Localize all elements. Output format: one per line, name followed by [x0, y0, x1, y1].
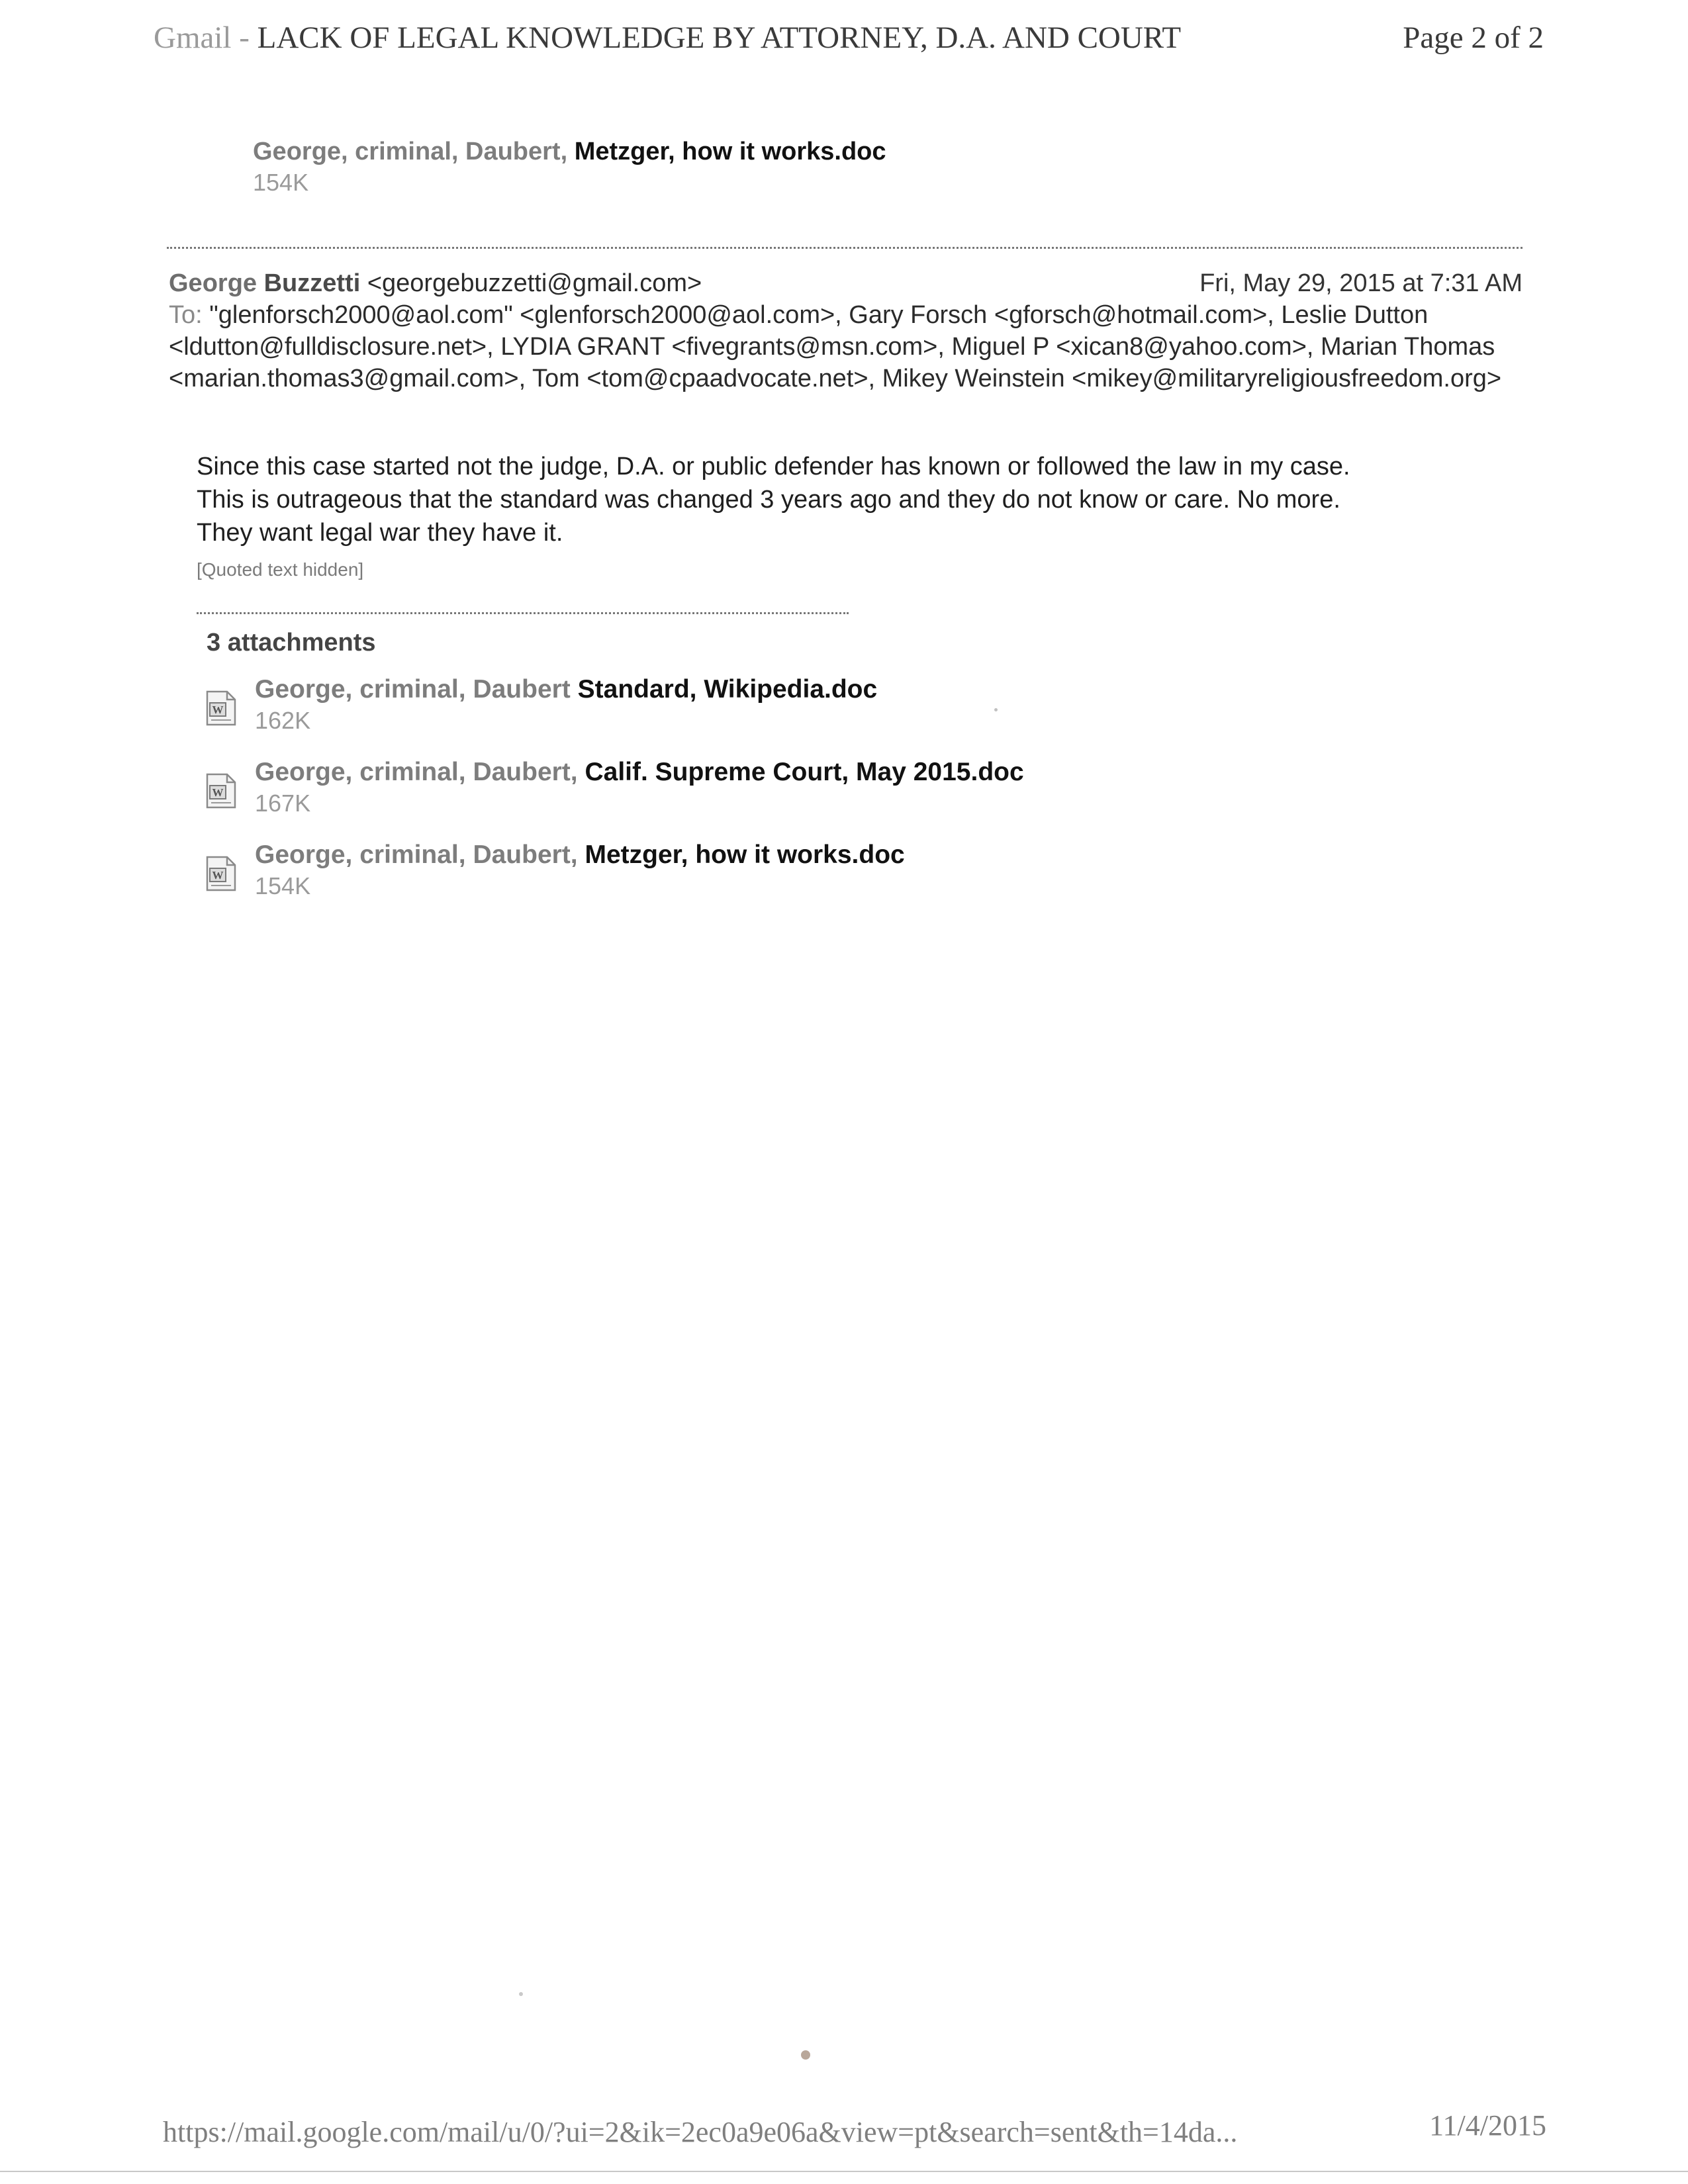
attachment-name-rest: Calif. Supreme Court, May 2015.doc: [585, 758, 1024, 786]
page-bottom-edge: [0, 2171, 1688, 2172]
svg-text:W: W: [212, 786, 224, 799]
attachment-name-rest: Metzger, how it works.doc: [585, 841, 905, 869]
word-doc-icon: [202, 690, 239, 727]
message-divider: [167, 247, 1523, 249]
scan-speck: [994, 708, 998, 711]
message-date: Fri, May 29, 2015 at 7:31 AM: [1199, 269, 1523, 297]
attachment-item[interactable]: [202, 675, 1024, 758]
sender-name[interactable]: [169, 269, 360, 297]
word-doc-icon: [202, 772, 239, 809]
attachment-size: 167K: [255, 790, 311, 817]
sender-email: <georgebuzzetti@gmail.com>: [367, 269, 702, 297]
page-title: [154, 20, 1181, 56]
attachments-count: 3 attachments: [207, 629, 376, 657]
scan-speck: [801, 2050, 810, 2060]
body-line: Since this case started not the judge, D.A. or public defender has known or followed the law in my case.: [197, 453, 1350, 480]
attachment-name-rest: Standard, Wikipedia.doc: [577, 675, 878, 704]
attachments-divider: [197, 612, 849, 614]
sender-first-name: George: [169, 269, 258, 297]
attachment-filename[interactable]: [255, 758, 1024, 787]
app-name: Gmail: [154, 21, 232, 55]
message-body: [197, 450, 1487, 586]
body-line: They want legal war they have it.: [197, 519, 563, 547]
attachment-size: 154K: [255, 872, 311, 899]
previous-message-attachment[interactable]: [253, 138, 886, 197]
page-number: Page 2 of 2: [1403, 21, 1544, 55]
to-label: To:: [169, 301, 203, 329]
scan-speck: [519, 1992, 523, 1996]
attachment-size: 154K: [253, 169, 309, 196]
recipients-list: "glenforsch2000@aol.com" <glenforsch2000@aol.com>, Gary Forsch <gforsch@hotmail.com>, Leslie Dutton <ldutton@fulldisclosure.net>, LYDIA GRANT <fivegrants@msn.com>, Miguel P <xican8@yahoo.com>, Marian Thomas <marian.thomas3@gmail.com>, Tom <tom@cpaadvocate.net>, Mikey Weinstein <mikey@militaryreligiousfreedom.org>: [169, 301, 1502, 392]
word-doc-icon: [202, 855, 239, 892]
attachment-item[interactable]: [202, 758, 1024, 841]
sender-last-name: Buzzetti: [263, 269, 361, 297]
svg-text:W: W: [212, 869, 224, 882]
email-subject: LACK OF LEGAL KNOWLEDGE BY ATTORNEY, D.A. AND COURT: [257, 21, 1182, 55]
quoted-text-toggle[interactable]: [Quoted text hidden]: [197, 559, 364, 580]
message-header: [169, 267, 1523, 394]
sender-line: [169, 267, 1523, 299]
title-separator: -: [231, 21, 258, 55]
attachment-filename[interactable]: [255, 675, 1024, 704]
footer-url: https://mail.google.com/mail/u/0/?ui=2&ik=2ec0a9e06a&view=pt&search=sent&th=14da...: [163, 2116, 1238, 2148]
recipients-block: [169, 299, 1523, 394]
attachments-list: [202, 675, 1024, 923]
attachment-filename[interactable]: [255, 841, 1024, 870]
attachment-name-prefix: George, criminal, Daubert: [255, 675, 578, 704]
print-footer: [163, 2109, 1546, 2155]
attachment-name-rest: Metzger, how it works.doc: [574, 138, 886, 165]
footer-date: 11/4/2015: [1429, 2109, 1546, 2142]
svg-text:W: W: [212, 704, 224, 716]
attachment-name-prefix: George, criminal, Daubert,: [255, 841, 585, 869]
attachment-filename[interactable]: [253, 138, 886, 166]
attachment-item[interactable]: [202, 841, 1024, 923]
body-line: This is outrageous that the standard was changed 3 years ago and they do not know or care. No more.: [197, 486, 1340, 514]
print-header: [154, 20, 1544, 73]
attachment-name-prefix: George, criminal, Daubert,: [255, 758, 585, 786]
attachment-size: 162K: [255, 707, 311, 734]
attachment-name-prefix: George, criminal, Daubert,: [253, 138, 575, 165]
